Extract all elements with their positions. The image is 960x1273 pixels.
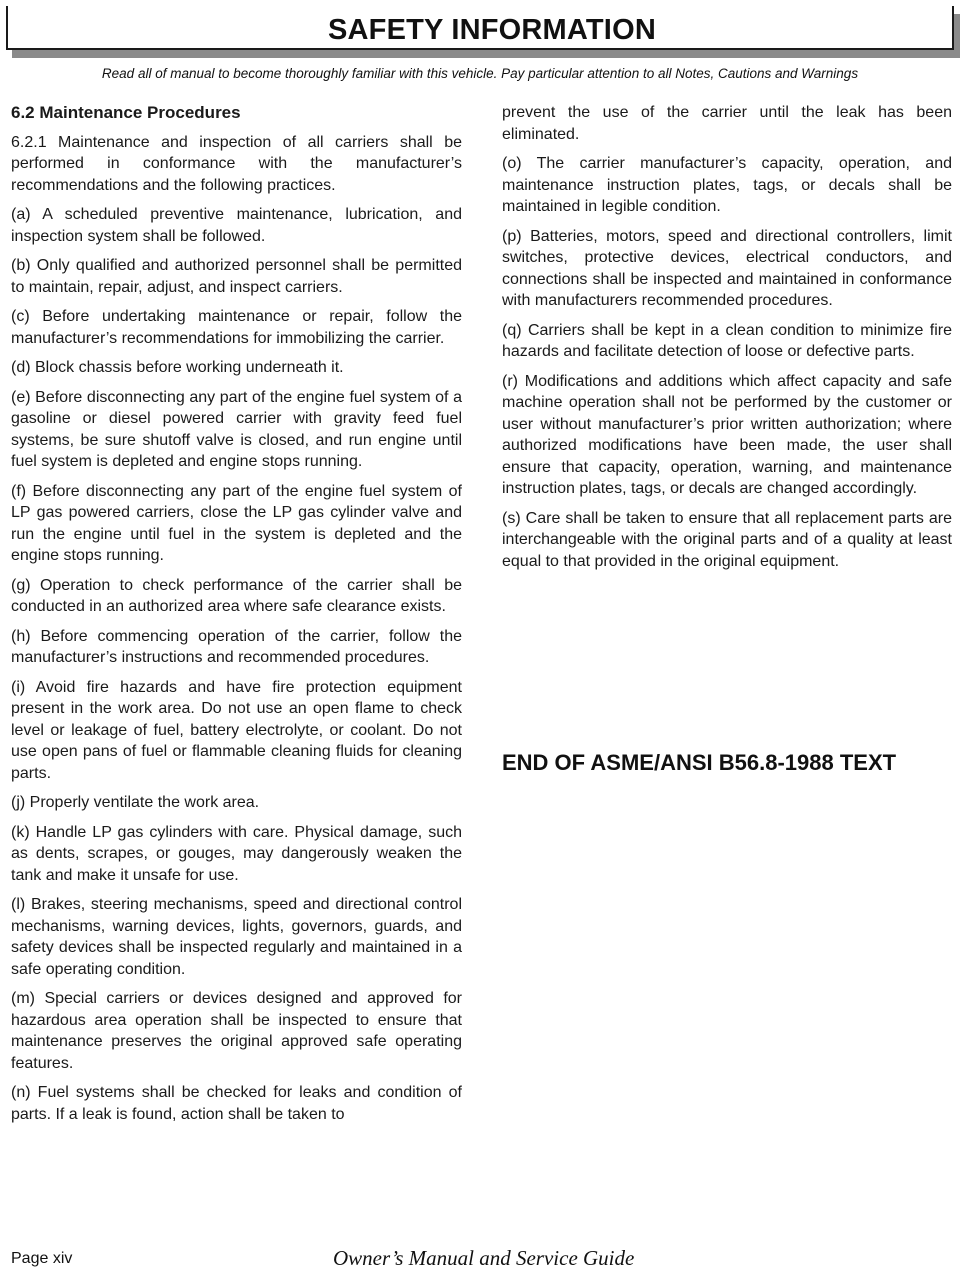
list-item: (r) Modifications and additions which affect capacity and safe machine operation shall not be performed by the customer or user without manufacturer’s prior written authorization; where authorized modifications have been made, the user shall ensure that capacity, operation, warning, and maintenance instruction plates, tags, or decals are changed accordingly. (502, 372, 952, 497)
list-item: (n) Fuel systems shall be checked for leaks and condition of parts. If a leak is found, action shall be taken to (11, 1084, 462, 1123)
section-intro: 6.2.1 Maintenance and inspection of all carriers shall be performed in conformance with the manufacturer’s recommendations and the following practices. (11, 133, 462, 194)
list-item: (j) Properly ventilate the work area. (11, 794, 260, 811)
list-item: (g) Operation to check performance of the carrier shall be conducted in an authorized area where safe clearance exists. (11, 576, 462, 615)
list-item: (s) Care shall be taken to ensure that all replacement parts are interchangeable with the original parts and of a quality at least equal to that provided in the original equipment. (502, 509, 952, 570)
list-item: (b) Only qualified and authorized personnel shall be permitted to maintain, repair, adjust, and inspect carriers. (11, 257, 462, 296)
list-item: (l) Brakes, steering mechanisms, speed and directional control mechanisms, warning devices, lights, governors, guards, and safety devices shall be inspected regularly and maintained in a safe operating condition. (11, 896, 462, 978)
right-column (502, 102, 952, 580)
list-item: (d) Block chassis before working underneath it. (11, 359, 344, 376)
left-column (11, 102, 462, 1133)
list-item: (c) Before undertaking maintenance or repair, follow the manufacturer’s recommendations for immobilizing the carrier. (11, 308, 462, 347)
list-item: (a) A scheduled preventive maintenance, lubrication, and inspection system shall be followed. (11, 206, 462, 245)
page-number: Page xiv (11, 1250, 73, 1267)
list-item: (e) Before disconnecting any part of the engine fuel system of a gasoline or diesel powered carrier with gravity feed fuel systems, be sure shutoff valve is closed, and run engine until fuel system is depleted and engine stops running. (11, 388, 462, 470)
header-box (6, 6, 954, 50)
list-item: (o) The carrier manufacturer’s capacity, operation, and maintenance instruction plates, tags, or decals shall be maintained in legible condition. (502, 155, 952, 215)
footer-title: Owner’s Manual and Service Guide (333, 1246, 635, 1270)
list-item: (p) Batteries, motors, speed and directional controllers, limit switches, protective devices, electrical conductors, and connections shall be inspected and maintained in conformance with manufacturers recommended procedures. (502, 227, 952, 309)
list-item: prevent the use of the carrier until the leak has been eliminated. (502, 104, 952, 143)
list-item: (h) Before commencing operation of the carrier, follow the manufacturer’s instructions and recommended procedures. (11, 627, 462, 666)
list-item: (q) Carriers shall be kept in a clean condition to minimize fire hazards and facilitate detection of loose or defective parts. (502, 321, 952, 360)
section-heading: 6.2 Maintenance Procedures (11, 103, 241, 122)
end-of-text-heading: END OF ASME/ANSI B56.8-1988 TEXT (502, 750, 897, 775)
list-item: (i) Avoid fire hazards and have fire protection equipment present in the work area. Do not use an open flame to check level or leakage of fuel, battery electrolyte, or coolant. Do not use open pans of fuel or flammable cleaning fluids for cleaning parts. (11, 678, 462, 782)
page-title: SAFETY INFORMATION (328, 14, 656, 46)
list-item: (m) Special carriers or devices designed and approved for hazardous area operation shall be inspected to ensure that maintenance preserves the original approved safe operating features. (11, 990, 462, 1072)
list-item: (k) Handle LP gas cylinders with care. Physical damage, such as dents, scrapes, or gouges, may dangerously weaken the tank and make it unsafe for use. (11, 823, 462, 884)
page-subtitle: Read all of manual to become thoroughly familiar with this vehicle. Pay particular attention to all Notes, Cautions and Warnings (101, 66, 859, 81)
list-item: (f) Before disconnecting any part of the engine fuel system of LP gas powered carriers, close the LP gas cylinder valve and run the engine until fuel in the system is depleted and the engine stops running. (11, 482, 462, 564)
